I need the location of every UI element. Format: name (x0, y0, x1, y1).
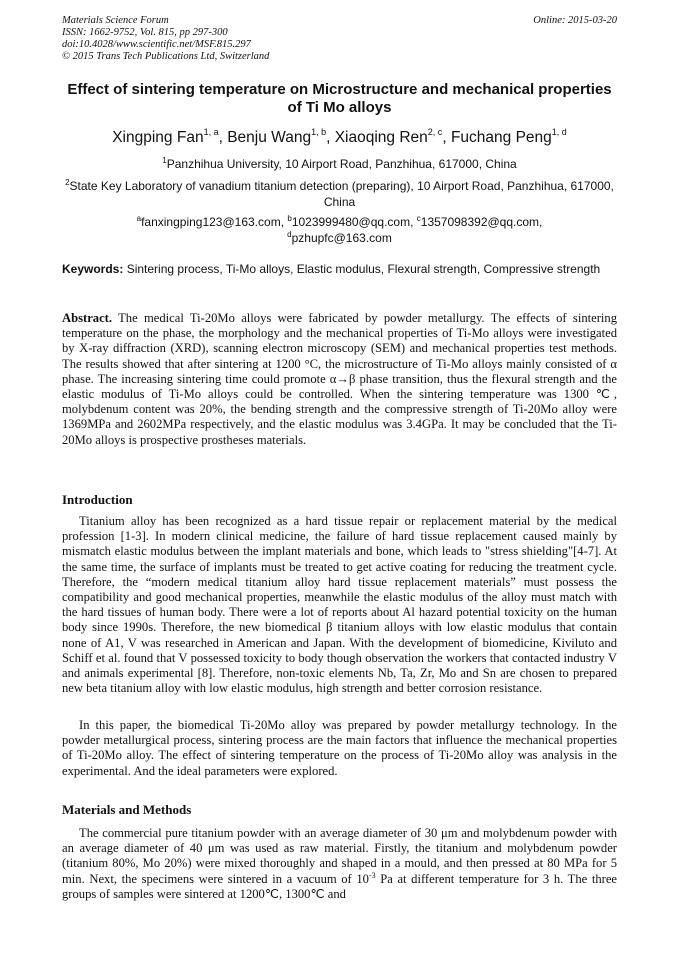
email-d[interactable]: pzhupfc@163.com (291, 231, 392, 245)
author-separator: , (326, 129, 335, 146)
abstract-block (62, 311, 617, 448)
journal-name: Materials Science Forum (62, 15, 169, 26)
affiliation-marker: 1 (162, 156, 167, 165)
introduction-paragraph-2: In this paper, the biomedical Ti-20Mo alloy was prepared by powder metallurgy technology. In the powder metallurgical process, sintering process are the main factors that influence the mechanical properties of Ti-20Mo alloy. The effect of sintering temperature on the process of Ti-20Mo alloy was analysis in the experimental. And the ideal parameters were explored. (62, 718, 617, 778)
keywords-block (62, 262, 617, 277)
author-affiliation-marker: 2, c (427, 127, 443, 137)
author-affiliation-marker: 1, d (551, 127, 567, 137)
exponent: -3 (368, 870, 376, 880)
affiliation-1 (62, 156, 617, 172)
introduction-paragraph-1: Titanium alloy has been recognized as a hard tissue repair or replacement material by the medical profession [1-3]. In modern clinical medicine, the failure of hard tissue replacement caused mainly by mismatch elastic modulus between the implant materials and bone, which leads to "stress shielding"[4-7]. At the same time, the surface of implants must be treated to get active coating for reducing the treatment cycle. Therefore, the “modern medical titanium alloy hard tissue replacement materials” must possess the compatibility and good mechanical properties, meanwhile the elastic modulus of the alloy must match with the hard tissues of human body. There were a lot of reports about Al hazard potential toxicity on the human body since 1990s. Therefore, the new biomedical β titanium alloys with low elastic modulus that contain none of A1, V was researched in American and Japan. With the development of biomedicine, Kiviluto and Schiff et al. found that V possessed toxicity to body though observation the workers that contacted industry V and animals experimental [8]. Therefore, non-toxic elements Nb, Ta, Zr, Mo and Sn are chosen to prepared new beta titanium alloy with low elastic modulus, high strength and better corrosion resistance. (62, 514, 617, 696)
keywords-label: Keywords: (62, 262, 124, 276)
author-name: Xingping Fan (112, 129, 204, 146)
online-date: Online: 2015-03-20 (533, 15, 617, 26)
methods-text-b: Pa at different temperature for 3 h. The three groups of samples were sintered at 1200℃, 1300℃ and (62, 871, 617, 901)
author-name: Xiaoqing Ren (334, 129, 428, 146)
journal-issn: ISSN: 1662-9752, Vol. 815, pp 297-300 (62, 27, 228, 38)
email-marker: b (287, 214, 292, 223)
email-b[interactable]: 1023999480@qq.com, (291, 215, 417, 229)
author-affiliation-marker: 1, b (311, 127, 327, 137)
email-a[interactable]: fanxingping123@163.com, (141, 215, 288, 229)
author-separator: , (442, 129, 451, 146)
methods-heading: Materials and Methods (62, 802, 192, 817)
affiliation-2 (62, 178, 617, 210)
author-emails (62, 214, 617, 246)
email-marker: a (136, 214, 142, 223)
author-list (62, 128, 617, 148)
article-doi[interactable]: doi:10.4028/www.scientific.net/MSF.815.297 (62, 39, 251, 50)
abstract-label: Abstract. (62, 311, 113, 325)
author-name: Fuchang Peng (450, 129, 552, 146)
page-header (62, 15, 617, 63)
paper-title: Effect of sintering temperature on Microstructure and mechanical properties of Ti Mo alloys (67, 81, 612, 116)
email-c[interactable]: 1357098392@qq.com, (420, 215, 543, 229)
affiliation-marker: 2 (65, 178, 70, 187)
email-marker: d (287, 230, 292, 239)
affiliation-text: Panzhihua University, 10 Airport Road, Panzhihua, 617000, China (166, 157, 517, 171)
introduction-heading: Introduction (62, 492, 133, 507)
copyright-notice: © 2015 Trans Tech Publications Ltd, Switzerland (62, 51, 270, 62)
affiliation-text: State Key Laboratory of vanadium titanium detection (preparing), 10 Airport Road, Panzhihua, 617000, China (69, 179, 614, 209)
author-affiliation-marker: 1, a (203, 127, 219, 137)
methods-text-a: The commercial pure titanium powder with an average diameter of 30 μm and molybdenum powder with an average diameter of 40 μm was used as raw material. Firstly, the titanium and molybdenum powder (titanium 80%, Mo 20%) were mixed thoroughly and shaped in a mould, and then pressed at 80 MPa for 5 min. Next, the specimens were sintered in a vacuum of 10 (62, 826, 617, 886)
keywords-text: Sintering process, Ti-Mo alloys, Elastic modulus, Flexural strength, Compressive strength (123, 262, 601, 276)
author-separator: , (218, 129, 228, 146)
author-name: Benju Wang (227, 129, 312, 146)
methods-paragraph-1 (62, 826, 617, 902)
email-marker: c (416, 214, 421, 223)
abstract-text: The medical Ti-20Mo alloys were fabricated by powder metallurgy. The effects of sintering temperature on the phase, the morphology and the mechanical properties of Ti-Mo alloys were investigated by X-ray diffraction (XRD), scanning electron microscopy (SEM) and mechanical properties test methods. The results showed that after sintering at 1200 °C, the microstructure of Ti-Mo alloys mainly consisted of α phase. The increasing sintering time could promote α→β phase transition, thus the flexural strength and the elastic modulus of Ti-Mo alloys could be controlled. When the sintering temperature was 1300 ℃, molybdenum content was 20%, the bending strength and the compressive strength of Ti-20Mo alloy were 1369MPa and 2602MPa respectively, and the elastic modulus was 3.4GPa. It may be concluded that the Ti-20Mo alloys is prospective prostheses materials. (62, 311, 617, 447)
